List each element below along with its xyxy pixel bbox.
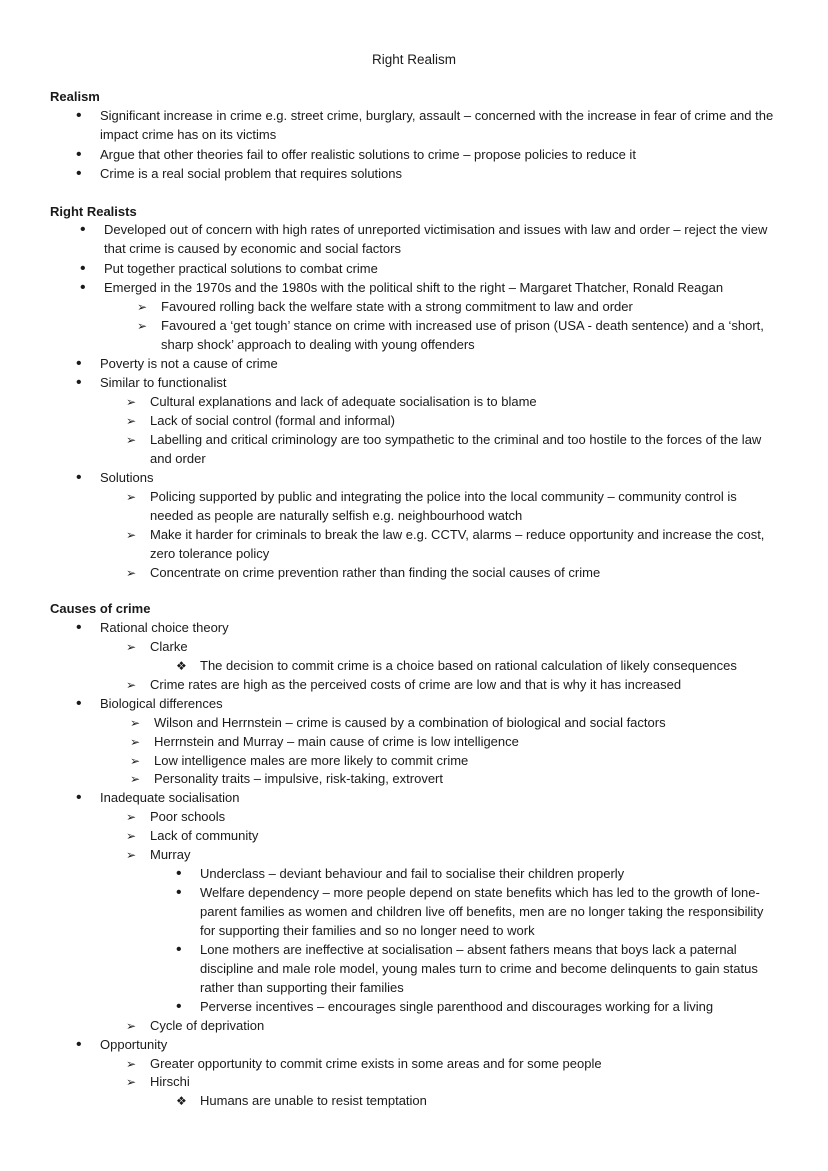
list-item: Put together practical solutions to combat crime	[104, 261, 378, 276]
arrow-bullet-icon: ➢	[130, 716, 141, 730]
arrow-bullet-icon: ➢	[126, 678, 137, 692]
arrow-bullet-icon: ➢	[130, 735, 141, 749]
list-item: Developed out of concern with high rates of unreported victimisation and issues with law and order – reject the view that crime is caused by economic and social factors	[104, 222, 768, 256]
list-item: Concentrate on crime prevention rather than finding the social causes of crime	[150, 565, 601, 580]
list-item: Similar to functionalist	[100, 375, 227, 390]
list-item: Crime rates are high as the perceived costs of crime are low and that is why it has increased	[150, 677, 682, 692]
section-heading-causes-of-crime: Causes of crime	[50, 601, 151, 616]
list-item: Rational choice theory	[100, 620, 229, 635]
list-item: Argue that other theories fail to offer realistic solutions to crime – propose policies to reduce it	[100, 147, 636, 162]
list-item: Herrnstein and Murray – main cause of crime is low intelligence	[154, 734, 519, 749]
list-item: Opportunity	[100, 1037, 168, 1052]
list-item: Lack of community	[150, 828, 259, 843]
bullet-icon: •	[76, 619, 82, 636]
bullet-icon: •	[176, 998, 182, 1015]
list-item: Murray	[150, 847, 191, 862]
arrow-bullet-icon: ➢	[130, 772, 141, 786]
list-item: Humans are unable to resist temptation	[200, 1093, 427, 1108]
list-item: The decision to commit crime is a choice based on rational calculation of likely consequences	[200, 658, 737, 673]
section-heading-realism: Realism	[50, 89, 100, 104]
list-item: Solutions	[100, 470, 154, 485]
arrow-bullet-icon: ➢	[126, 1019, 137, 1033]
arrow-bullet-icon: ➢	[130, 754, 141, 768]
list-item: Lone mothers are ineffective at socialisation – absent fathers means that boys lack a paternal discipline and male role model, young males turn to crime and become delinquents to gain status rather than supporting their families	[200, 942, 758, 995]
list-item: Hirschi	[150, 1074, 190, 1089]
arrow-bullet-icon: ➢	[137, 300, 148, 314]
arrow-bullet-icon: ➢	[126, 1075, 137, 1089]
arrow-bullet-icon: ➢	[126, 829, 137, 843]
list-item: Perverse incentives – encourages single parenthood and discourages working for a living	[200, 999, 714, 1014]
bullet-icon: •	[80, 221, 86, 238]
list-item: Greater opportunity to commit crime exists in some areas and for some people	[150, 1056, 602, 1071]
arrow-bullet-icon: ➢	[126, 810, 137, 824]
bullet-icon: •	[76, 789, 82, 806]
bullet-icon: •	[176, 941, 182, 958]
list-item: Clarke	[150, 639, 188, 654]
list-item: Emerged in the 1970s and the 1980s with the political shift to the right – Margaret Thatcher, Ronald Reagan	[104, 280, 724, 295]
list-item: Favoured rolling back the welfare state with a strong commitment to law and order	[161, 299, 633, 314]
bullet-icon: •	[76, 355, 82, 372]
arrow-bullet-icon: ➢	[126, 640, 137, 654]
list-item: Cultural explanations and lack of adequate socialisation is to blame	[150, 394, 537, 409]
bullet-icon: •	[76, 1036, 82, 1053]
bullet-icon: •	[76, 695, 82, 712]
list-item: Inadequate socialisation	[100, 790, 240, 805]
arrow-bullet-icon: ➢	[126, 848, 137, 862]
arrow-bullet-icon: ➢	[126, 566, 137, 580]
bullet-icon: •	[76, 165, 82, 182]
section-heading-right-realists: Right Realists	[50, 204, 137, 219]
list-item: Policing supported by public and integrating the police into the local community – community control is needed as people are naturally selfish e.g. neighbourhood watch	[150, 489, 737, 523]
list-item: Crime is a real social problem that requires solutions	[100, 166, 403, 181]
list-item: Personality traits – impulsive, risk-taking, extrovert	[154, 771, 443, 786]
bullet-icon: •	[76, 107, 82, 124]
bullet-icon: •	[80, 279, 86, 296]
list-item: Poverty is not a cause of crime	[100, 356, 278, 371]
bullet-icon: •	[80, 260, 86, 277]
list-item: Low intelligence males are more likely to commit crime	[154, 753, 469, 768]
list-item: Wilson and Herrnstein – crime is caused by a combination of biological and social factors	[154, 715, 666, 730]
diamond-bullet-icon: ❖	[176, 1094, 187, 1108]
list-item: Significant increase in crime e.g. street crime, burglary, assault – concerned with the increase in fear of crime and the impact crime has on its victims	[100, 108, 774, 142]
arrow-bullet-icon: ➢	[126, 414, 137, 428]
list-item: Lack of social control (formal and informal)	[150, 413, 395, 428]
list-item: Make it harder for criminals to break the law e.g. CCTV, alarms – reduce opportunity and increase the cost, zero tolerance policy	[150, 527, 765, 561]
bullet-icon: •	[76, 469, 82, 486]
list-item: Cycle of deprivation	[150, 1018, 265, 1033]
bullet-icon: •	[76, 374, 82, 391]
arrow-bullet-icon: ➢	[126, 395, 137, 409]
page-title: Right Realism	[371, 52, 457, 67]
bullet-icon: •	[76, 146, 82, 163]
arrow-bullet-icon: ➢	[126, 433, 137, 447]
list-item: Poor schools	[150, 809, 226, 824]
list-item: Favoured a ‘get tough’ stance on crime with increased use of prison (USA - death sentence) and a ‘short, sharp shock’ approach to dealing with young offenders	[161, 318, 764, 352]
bullet-icon: •	[176, 884, 182, 901]
arrow-bullet-icon: ➢	[126, 1057, 137, 1071]
list-item: Biological differences	[100, 696, 223, 711]
diamond-bullet-icon: ❖	[176, 659, 187, 673]
list-item: Underclass – deviant behaviour and fail to socialise their children properly	[200, 866, 625, 881]
arrow-bullet-icon: ➢	[137, 319, 148, 333]
list-item: Labelling and critical criminology are too sympathetic to the criminal and too hostile to the forces of the law and order	[150, 432, 762, 466]
bullet-icon: •	[176, 865, 182, 882]
arrow-bullet-icon: ➢	[126, 528, 137, 542]
list-item: Welfare dependency – more people depend on state benefits which has led to the growth of lone-parent families as women and children live off benefits, men are no longer taking the responsibility for supporting their families and so no longer need to work	[200, 885, 764, 938]
arrow-bullet-icon: ➢	[126, 490, 137, 504]
